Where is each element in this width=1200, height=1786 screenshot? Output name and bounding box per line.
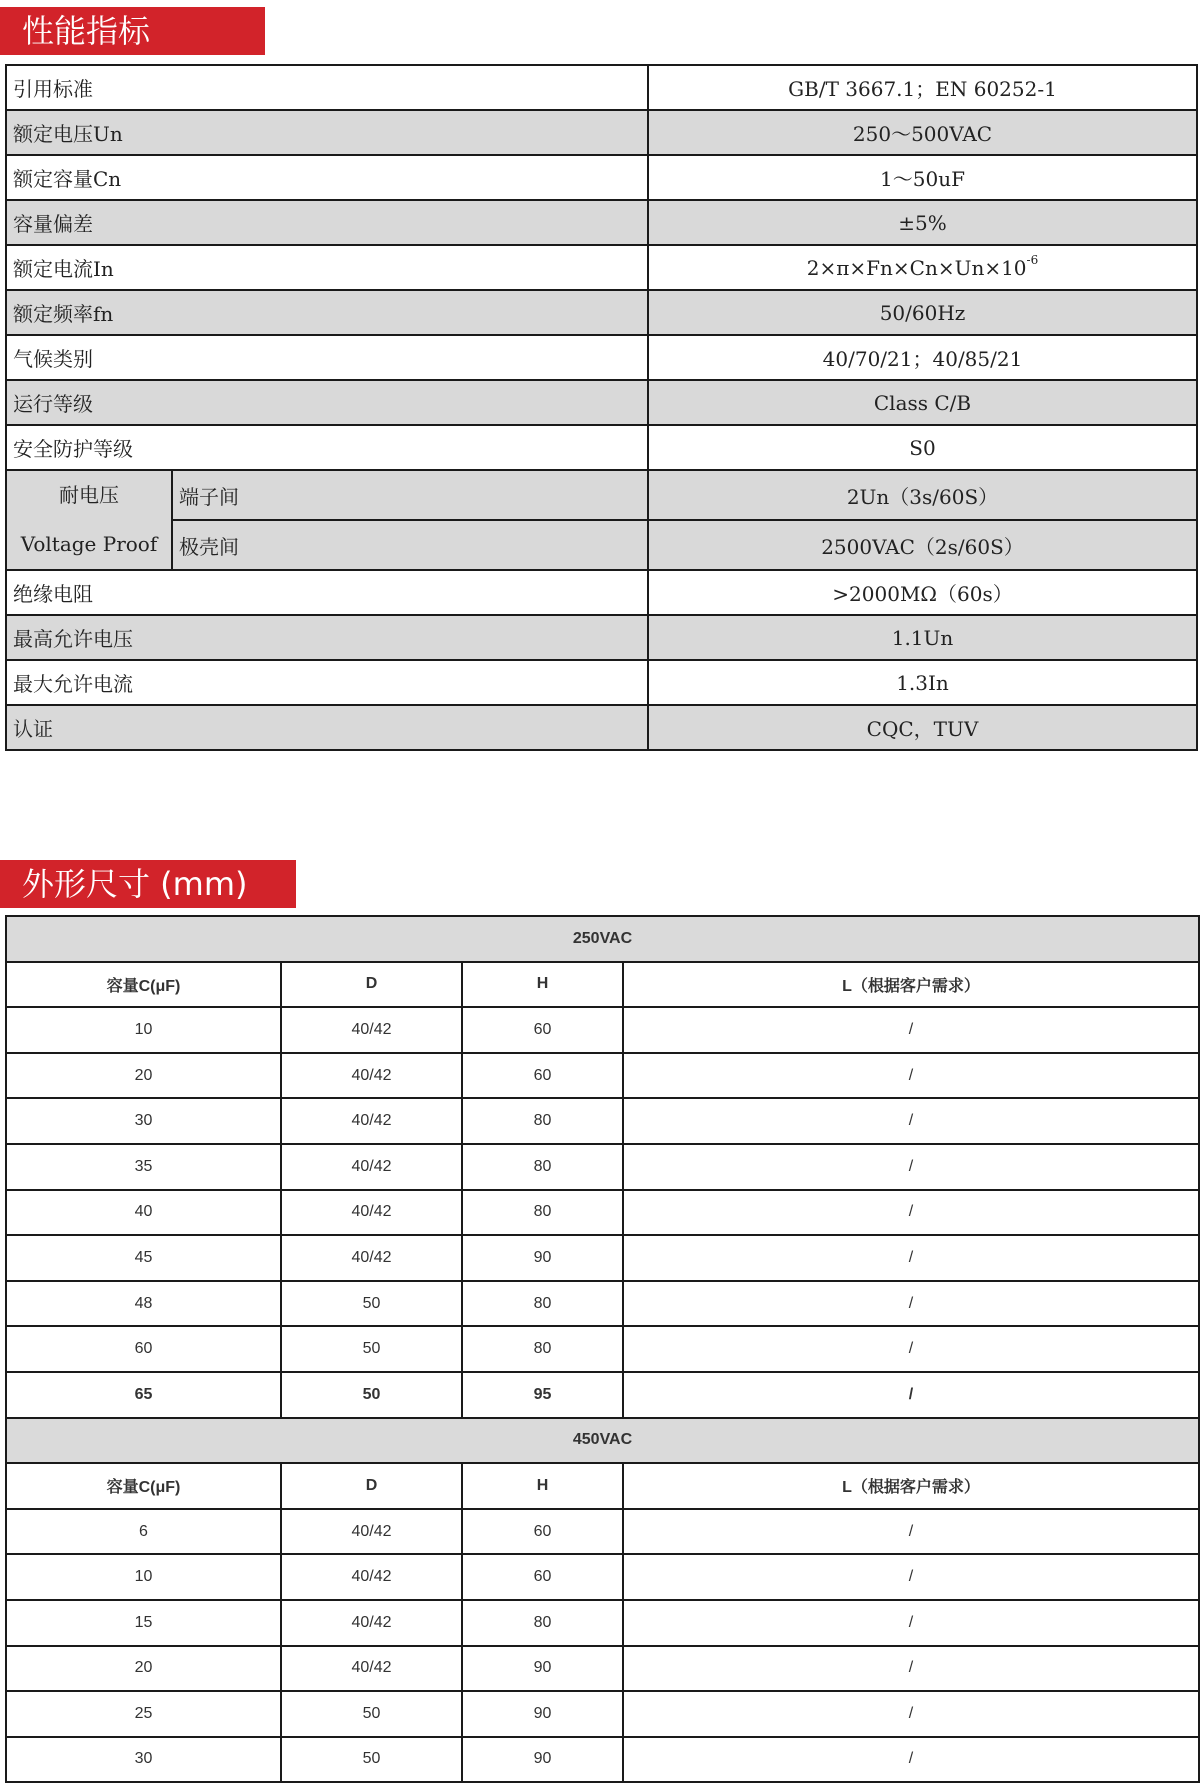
header-capacitance: 容量C(μF) — [6, 962, 281, 1008]
cell-capacitance: 20 — [6, 1646, 281, 1692]
cell-length: / — [623, 1554, 1199, 1600]
cell-capacitance: 35 — [6, 1144, 281, 1190]
voltage-band-row — [6, 1418, 1199, 1464]
perf-row — [6, 335, 1197, 380]
cell-length: / — [623, 1509, 1199, 1555]
table-row — [6, 1235, 1199, 1281]
perf-label: 绝缘电阻 — [6, 570, 648, 615]
cell-length: / — [623, 1691, 1199, 1737]
case-label: 极壳间 — [172, 520, 648, 570]
cell-diameter: 50 — [281, 1737, 462, 1783]
perf-label: 额定电流In — [6, 245, 648, 290]
terminals-value: 2Un（3s/60S） — [648, 470, 1197, 520]
perf-value: Class C/B — [648, 380, 1197, 425]
cell-diameter: 40/42 — [281, 1509, 462, 1555]
cell-height: 95 — [462, 1372, 623, 1418]
cell-length: / — [623, 1144, 1199, 1190]
table-row — [6, 1007, 1199, 1053]
cell-height: 60 — [462, 1007, 623, 1053]
perf-row-voltage-proof-case — [6, 520, 1197, 570]
perf-label: 引用标准 — [6, 65, 648, 110]
table-row — [6, 1190, 1199, 1236]
cell-capacitance: 48 — [6, 1281, 281, 1327]
header-length: L（根据客户需求） — [623, 962, 1199, 1008]
perf-row — [6, 290, 1197, 335]
voltage-band: 250VAC — [6, 916, 1199, 962]
perf-value: 250～500VAC — [648, 110, 1197, 155]
perf-row — [6, 570, 1197, 615]
cell-height: 90 — [462, 1646, 623, 1692]
header-diameter: D — [281, 1463, 462, 1509]
cell-capacitance: 20 — [6, 1053, 281, 1099]
cell-length: / — [623, 1007, 1199, 1053]
cell-diameter: 40/42 — [281, 1554, 462, 1600]
table-row — [6, 1281, 1199, 1327]
cell-diameter: 40/42 — [281, 1600, 462, 1646]
cell-height: 60 — [462, 1509, 623, 1555]
cell-diameter: 50 — [281, 1372, 462, 1418]
perf-label: 容量偏差 — [6, 200, 648, 245]
perf-label: 安全防护等级 — [6, 425, 648, 470]
voltage-proof-label — [6, 470, 172, 570]
cell-height: 80 — [462, 1326, 623, 1372]
cell-height: 80 — [462, 1098, 623, 1144]
cell-length: / — [623, 1600, 1199, 1646]
cell-height: 60 — [462, 1554, 623, 1600]
cell-capacitance: 25 — [6, 1691, 281, 1737]
cell-capacitance: 6 — [6, 1509, 281, 1555]
header-row — [6, 1463, 1199, 1509]
voltage-proof-label-en: Voltage Proof — [20, 532, 158, 556]
perf-value: 1～50uF — [648, 155, 1197, 200]
perf-value-formula — [648, 245, 1197, 290]
perf-row — [6, 200, 1197, 245]
case-value: 2500VAC（2s/60S） — [648, 520, 1197, 570]
voltage-band-row — [6, 916, 1199, 962]
header-capacitance: 容量C(μF) — [6, 1463, 281, 1509]
perf-label: 气候类别 — [6, 335, 648, 380]
cell-diameter: 40/42 — [281, 1646, 462, 1692]
header-height: H — [462, 1463, 623, 1509]
table-row — [6, 1554, 1199, 1600]
cell-length: / — [623, 1053, 1199, 1099]
cell-diameter: 50 — [281, 1326, 462, 1372]
cell-capacitance: 10 — [6, 1007, 281, 1053]
table-row — [6, 1144, 1199, 1190]
cell-height: 90 — [462, 1691, 623, 1737]
perf-value: GB/T 3667.1；EN 60252-1 — [648, 65, 1197, 110]
perf-row — [6, 245, 1197, 290]
cell-diameter: 40/42 — [281, 1007, 462, 1053]
cell-diameter: 50 — [281, 1691, 462, 1737]
cell-capacitance: 30 — [6, 1737, 281, 1783]
perf-row — [6, 155, 1197, 200]
table-row — [6, 1509, 1199, 1555]
perf-label: 额定电压Un — [6, 110, 648, 155]
table-row — [6, 1053, 1199, 1099]
cell-height: 60 — [462, 1053, 623, 1099]
cell-capacitance: 45 — [6, 1235, 281, 1281]
perf-label: 认证 — [6, 705, 648, 750]
cell-length: / — [623, 1646, 1199, 1692]
cell-diameter: 50 — [281, 1281, 462, 1327]
table-row — [6, 1600, 1199, 1646]
dimensions-table — [5, 915, 1200, 1783]
cell-length: / — [623, 1737, 1199, 1783]
cell-height: 80 — [462, 1281, 623, 1327]
perf-row — [6, 65, 1197, 110]
cell-diameter: 40/42 — [281, 1190, 462, 1236]
table-row — [6, 1326, 1199, 1372]
perf-value: 1.3In — [648, 660, 1197, 705]
header-height: H — [462, 962, 623, 1008]
perf-label: 运行等级 — [6, 380, 648, 425]
cell-length: / — [623, 1326, 1199, 1372]
dimensions-table-body — [6, 916, 1199, 1782]
cell-capacitance: 65 — [6, 1372, 281, 1418]
cell-height: 90 — [462, 1737, 623, 1783]
cell-diameter: 40/42 — [281, 1144, 462, 1190]
perf-row — [6, 380, 1197, 425]
voltage-proof-label-cn: 耐电压 — [59, 483, 119, 507]
perf-value: ±5% — [648, 200, 1197, 245]
cell-height: 80 — [462, 1600, 623, 1646]
cell-capacitance: 15 — [6, 1600, 281, 1646]
cell-length: / — [623, 1190, 1199, 1236]
perf-label: 最大允许电流 — [6, 660, 648, 705]
voltage-band: 450VAC — [6, 1418, 1199, 1464]
header-length: L（根据客户需求） — [623, 1463, 1199, 1509]
perf-label: 最高允许电压 — [6, 615, 648, 660]
cell-height: 80 — [462, 1144, 623, 1190]
perf-value: S0 — [648, 425, 1197, 470]
cell-diameter: 40/42 — [281, 1098, 462, 1144]
header-diameter: D — [281, 962, 462, 1008]
table-row — [6, 1691, 1199, 1737]
perf-row — [6, 615, 1197, 660]
perf-row — [6, 660, 1197, 705]
performance-table — [5, 64, 1198, 751]
cell-height: 80 — [462, 1190, 623, 1236]
cell-capacitance: 40 — [6, 1190, 281, 1236]
perf-label: 额定频率fn — [6, 290, 648, 335]
cell-length: / — [623, 1372, 1199, 1418]
table-row — [6, 1098, 1199, 1144]
cell-height: 90 — [462, 1235, 623, 1281]
cell-capacitance: 60 — [6, 1326, 281, 1372]
perf-row — [6, 110, 1197, 155]
table-row — [6, 1646, 1199, 1692]
perf-row — [6, 705, 1197, 750]
cell-length: / — [623, 1098, 1199, 1144]
perf-value: 40/70/21；40/85/21 — [648, 335, 1197, 380]
perf-value: CQC，TUV — [648, 705, 1197, 750]
perf-value: 1.1Un — [648, 615, 1197, 660]
perf-row-voltage-proof — [6, 470, 1197, 520]
table-row — [6, 1372, 1199, 1418]
formula-text: 2×π×Fn×Cn×Un×10 — [806, 255, 1027, 280]
cell-diameter: 40/42 — [281, 1053, 462, 1099]
perf-value: 50/60Hz — [648, 290, 1197, 335]
cell-diameter: 40/42 — [281, 1235, 462, 1281]
section-title-dimensions: 外形尺寸 (mm) — [0, 860, 296, 908]
perf-value: >2000MΩ（60s） — [648, 570, 1197, 615]
header-row — [6, 962, 1199, 1008]
cell-capacitance: 10 — [6, 1554, 281, 1600]
table-row — [6, 1737, 1199, 1783]
cell-length: / — [623, 1281, 1199, 1327]
cell-length: / — [623, 1235, 1199, 1281]
terminals-label: 端子间 — [172, 470, 648, 520]
section-title-performance: 性能指标 — [0, 7, 265, 55]
perf-row — [6, 425, 1197, 470]
cell-capacitance: 30 — [6, 1098, 281, 1144]
formula-exponent: -6 — [1026, 252, 1039, 267]
perf-label: 额定容量Cn — [6, 155, 648, 200]
